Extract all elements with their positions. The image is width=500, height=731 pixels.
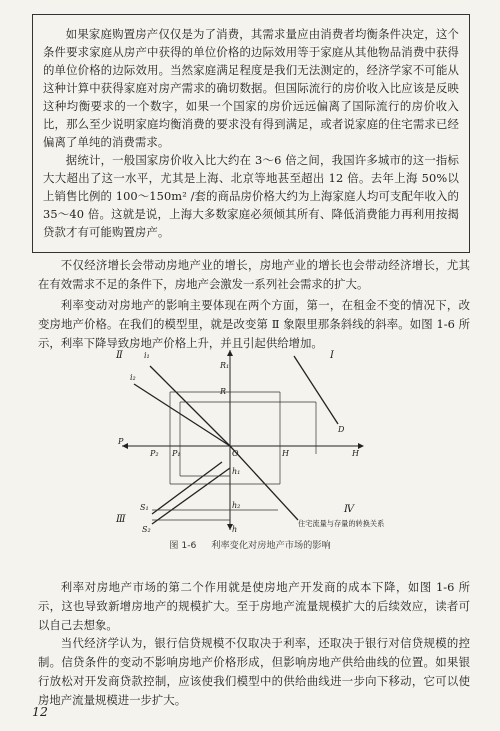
box-paragraph-1: 如果家庭购置房产仅仅是为了消费，其需求量应由消费者均衡条件决定，这个条件要求家庭从房产中获得的单位价格的边际效用等于家庭从其他物品消费中获得的单位价格的边际效用。当然家庭满足程度是我们无法测定的，经济学家不可能从这种计算中获得家庭对房产需求的确切数据。但国际流行的房价收入比应该是反映这种均衡要求的一个数字，如果一个国家的房价远远偏离了国际流行的房价收入比，那么至少说明家庭均衡消费的要求没有得到满足，或者说家庭的住宅需求已经偏离了单纯的消费需求。	[43, 27, 459, 149]
label-S1: S₁	[140, 503, 149, 512]
r-axis-arrow	[227, 350, 233, 356]
paragraph-text: 不仅经济增长会带动房地产业的增长，房地产业的增长也会带动经济增长，尤其在有效需求不足的条件下，房地产会激发一系列社会需求的扩大。	[38, 258, 470, 291]
price-line-i1	[150, 366, 230, 446]
quadrant-1-label: Ⅰ	[330, 350, 334, 361]
quadrant-4-label: Ⅳ	[344, 504, 354, 515]
label-S2: S₂	[142, 525, 151, 534]
supply-line-S1	[152, 462, 222, 514]
label-P1: P₁	[172, 449, 181, 458]
label-P2: P₂	[150, 449, 159, 458]
four-quadrant-diagram	[112, 344, 402, 534]
paragraph-text: 当代经济学认为，银行信贷规模不仅取决于利率，还取决于银行对信贷规模的控制。信贷条件的变动不影响房地产价格形成，但影响房地产供给曲线的位置。如果银行放松对开发商贷款控制，应该使我们模型中的供给曲线进一步向下移动，它可以使房地产流量规模进一步扩大。	[38, 636, 470, 707]
label-R: R	[220, 387, 227, 396]
body-paragraph-1	[38, 256, 470, 294]
paragraph-text: 利率对房地产市场的第二个作用就是使房地产开发商的成本下降，如图 1-6 所示，这也导致新增房地产的规模扩大。至于房地产流量规模扩大的后续效应，读者可以自己去想象。	[38, 580, 470, 632]
label-i2: i₂	[130, 373, 136, 382]
body-paragraph-3	[38, 578, 470, 635]
label-h: h	[232, 525, 238, 534]
figure-caption	[0, 537, 500, 551]
caption-text: 利率变化对房地产市场的影响	[211, 540, 331, 551]
quadrant-2-label: Ⅱ	[116, 350, 123, 361]
label-P: P	[118, 437, 124, 446]
box-paragraph-2: 据统计，一般国家房价收入比大约在 3～6 倍之间，我国许多城市的这一指标大大超出了这一水平，尤其是上海、北京等地甚至超出 12 倍。去年上海 50%以上销售比例的 100～150m² /套的商品房价格大约为上海家庭人均可支配年收入的 35～40 倍。这就是说，上海大多数家庭必须倾其所有、降低消费能力再利用按揭贷款才有可能购置房产。	[43, 153, 459, 239]
quadrant-3-label: Ⅲ	[116, 514, 126, 525]
supply-line-S2	[152, 468, 230, 524]
label-D: D	[338, 425, 345, 434]
price-line-i2	[134, 384, 230, 446]
label-h-axis-point: H	[282, 449, 289, 458]
quadrant-4-note: 住宅流量与存量的转换关系	[298, 519, 385, 528]
paragraph-text: 利率变动对房地产的影响主要体现在两个方面，第一，在租金不变的情况下，改变房地产价格。在我们的模型里，就是改变第 Ⅱ 象限里那条斜线的斜率。如图 1-6 所示，利率下降导致房地产价格上升，并且引起供给增加。	[38, 298, 470, 350]
label-h2: h₂	[232, 501, 241, 510]
figure-1-6	[112, 344, 402, 534]
label-O: O	[232, 449, 239, 458]
page-number: 12	[32, 704, 48, 719]
body-paragraph-4	[38, 634, 470, 710]
label-h1: h₁	[232, 467, 241, 476]
sidebar-box	[32, 14, 470, 253]
label-i1: i₁	[144, 351, 150, 360]
label-H: H	[352, 449, 359, 458]
caption-number: 图 1-6	[169, 540, 197, 551]
label-R1: R₁	[220, 361, 230, 370]
